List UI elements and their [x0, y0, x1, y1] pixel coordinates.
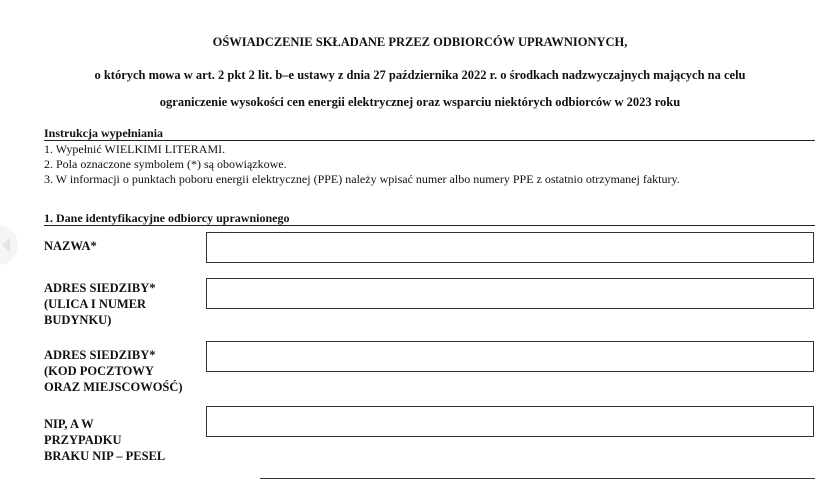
instruction-item: 2. Pola oznaczone symbolem (*) są obowiązkowe.	[44, 157, 287, 171]
instructions-heading: Instrukcja wypełniania	[44, 126, 815, 141]
document-subtitle-line1: o których mowa w art. 2 pkt 2 lit. b–e ustawy z dnia 27 października 2022 r. o środkach nadzwyczajnych mających na celu	[94, 68, 746, 82]
nip-pesel-field-label: NIP, A W PRZYPADKU BRAKU NIP – PESEL	[44, 417, 166, 463]
address-street-field[interactable]	[206, 278, 814, 309]
address-city-field-label: ADRES SIEDZIBY* (KOD POCZTOWY ORAZ MIEJSCOWOŚĆ)	[44, 348, 183, 394]
chevron-left-icon	[2, 238, 10, 252]
instruction-item: 1. Wypełnić WIELKIMI LITERAMI.	[44, 142, 226, 156]
address-street-field-label: ADRES SIEDZIBY* (ULICA I NUMER BUDYNKU)	[44, 281, 156, 327]
divider	[260, 478, 815, 479]
instruction-item: 3. W informacji o punktach poboru energii elektrycznej (PPE) należy wpisać numer albo numery PPE z ostatnio otrzymanej faktury.	[44, 172, 680, 186]
nip-pesel-field[interactable]	[206, 406, 814, 437]
address-city-field[interactable]	[206, 341, 814, 372]
document-title: OŚWIADCZENIE SKŁADANE PRZEZ ODBIORCÓW UPRAWNIONYCH,	[212, 35, 628, 49]
document-subtitle-line2: ograniczenie wysokości cen energii elektrycznej oraz wsparciu niektórych odbiorców w 2023 roku	[159, 95, 681, 109]
scroll-left-handle[interactable]	[0, 225, 18, 265]
name-field[interactable]	[206, 232, 814, 263]
name-field-label: NAZWA*	[44, 239, 97, 253]
section-identification-heading: 1. Dane identyfikacyjne odbiorcy uprawnionego	[44, 211, 815, 226]
